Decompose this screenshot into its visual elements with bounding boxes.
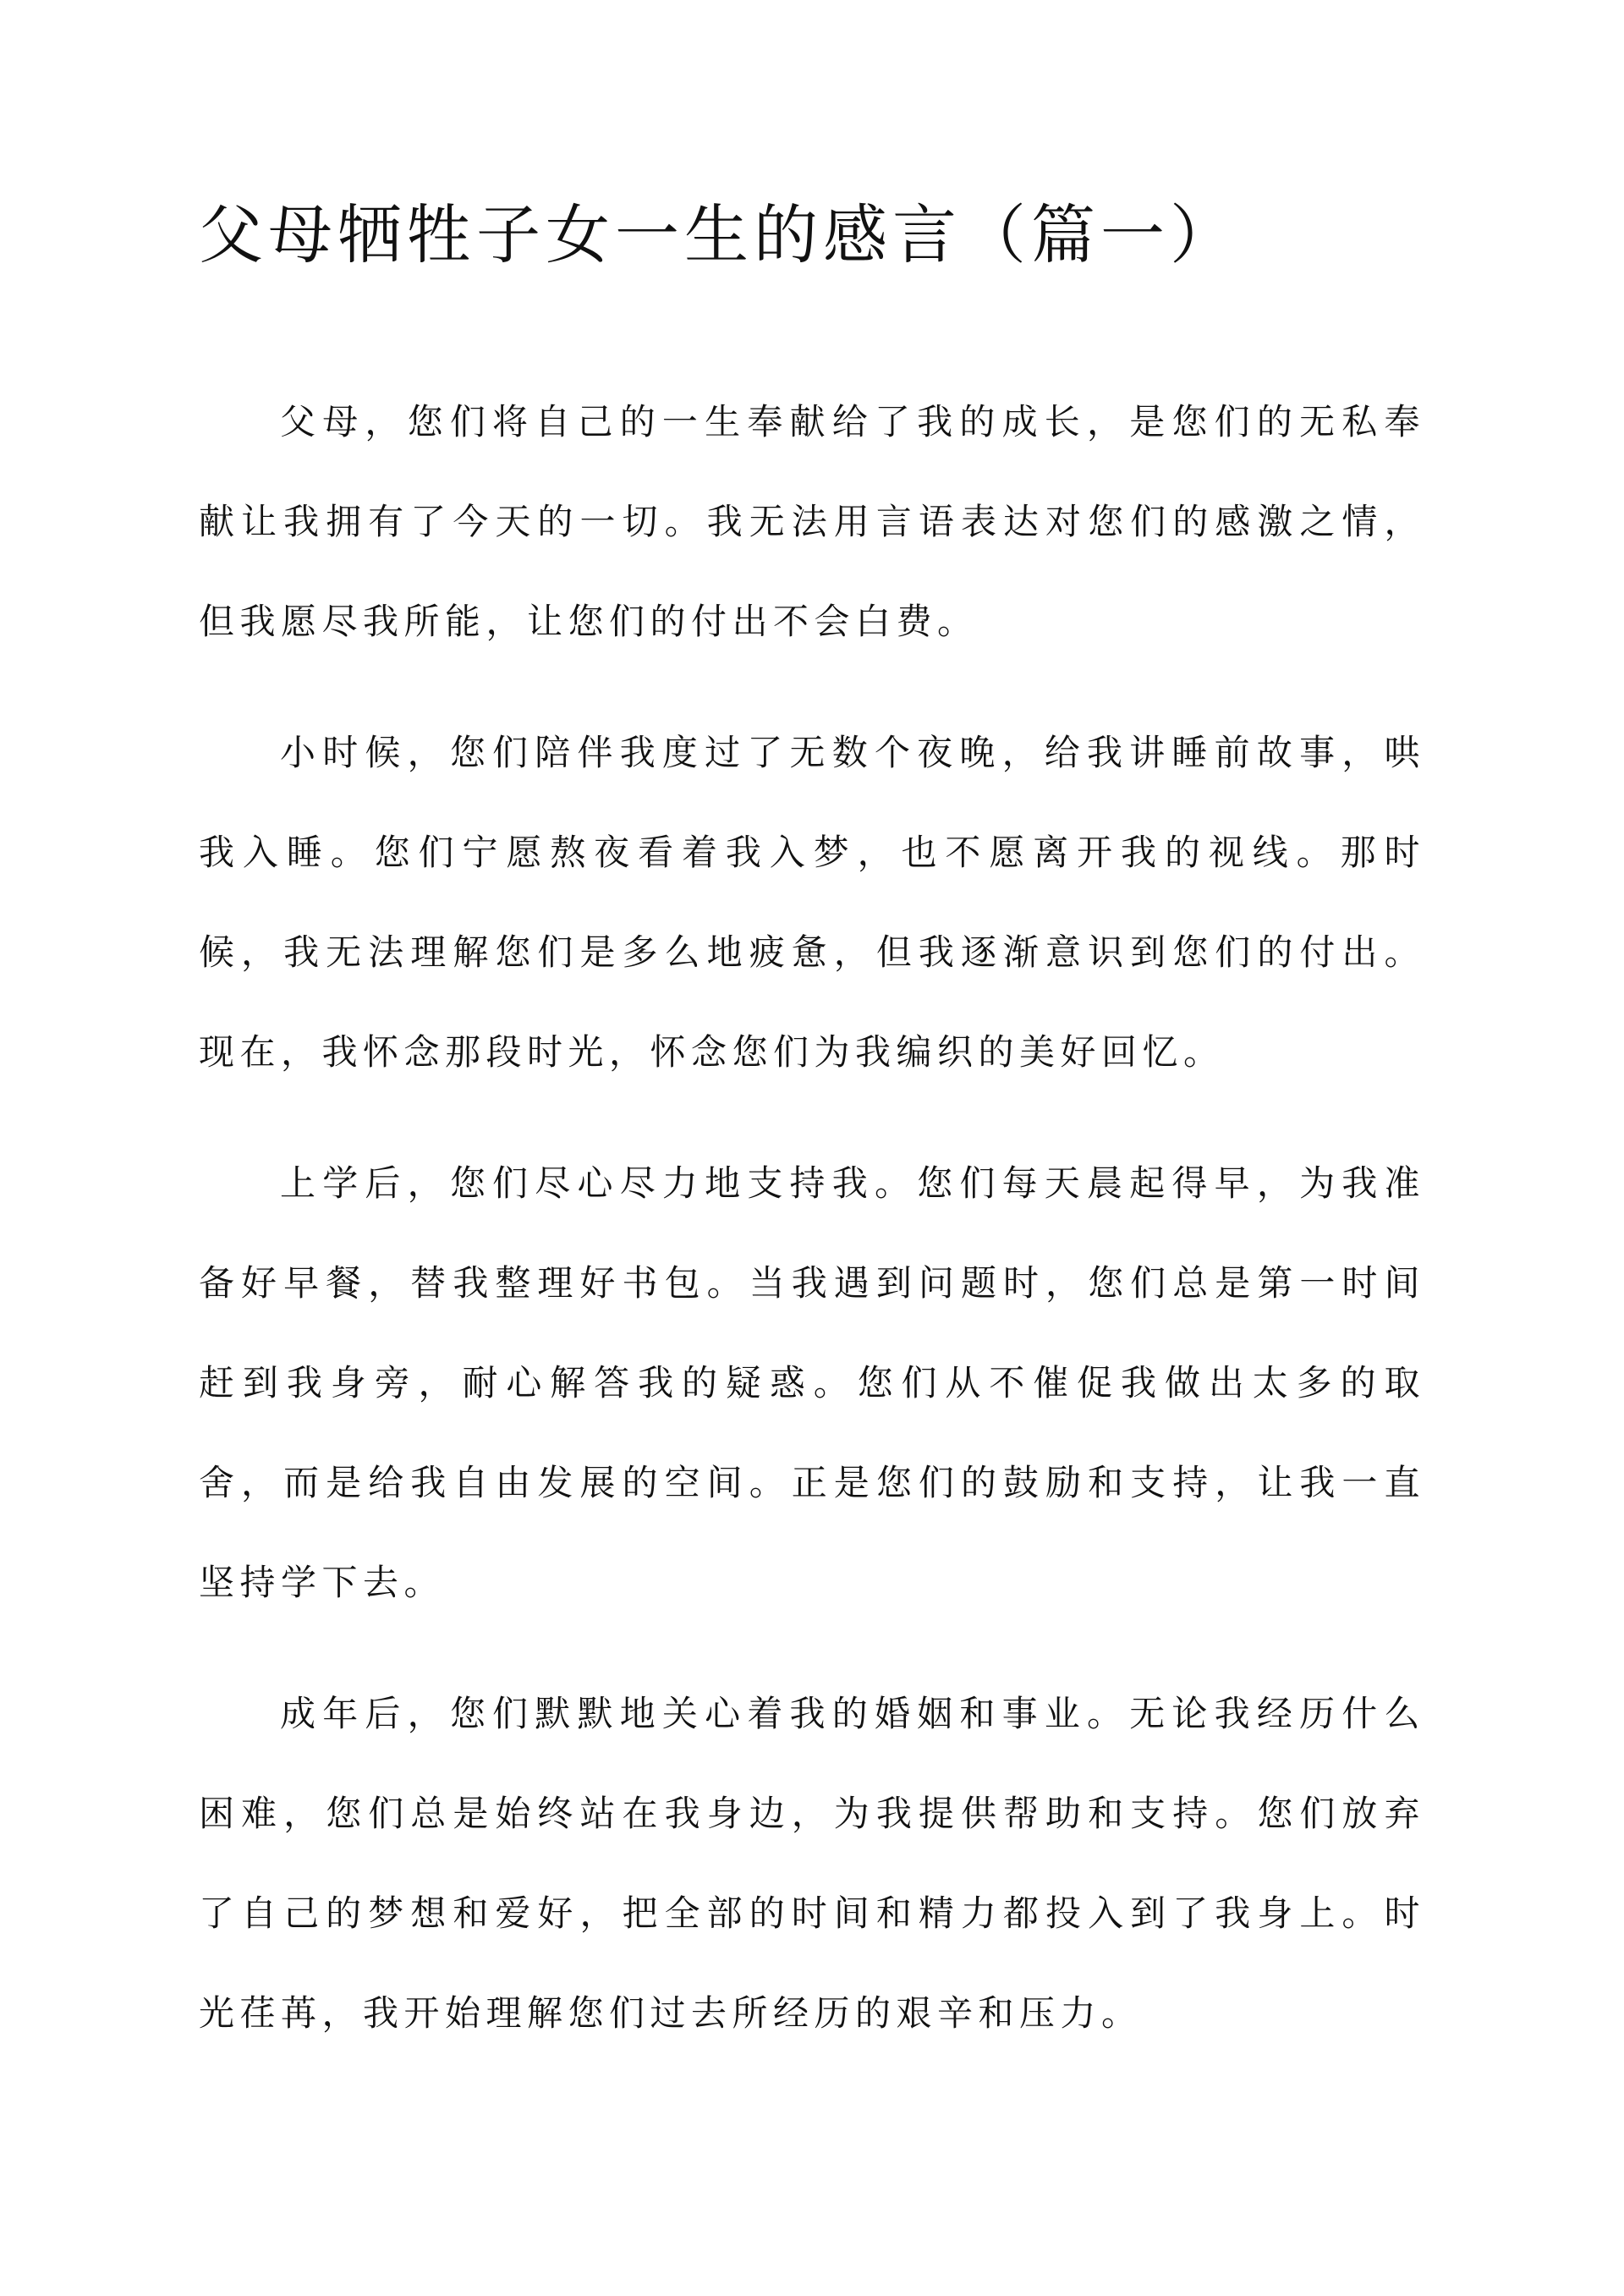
paragraph-3: 上学后，您们尽心尽力地支持我。您们每天晨起得早，为我准备好早餐，替我整理好书包。当我遇到问题时，您们总是第一时间赶到我身旁，耐心解答我的疑惑。您们从不催促我做出太多的取舍，而是给我自由发展的空间。正是您们的鼓励和支持，让我一直坚持学下去。: [199, 1162, 1425, 1603]
paragraph-1: 父母，您们将自己的一生奉献给了我的成长，是您们的无私奉献让我拥有了今天的一切。我无法用言语表达对您们的感激之情，但我愿尽我所能，让您们的付出不会白费。: [199, 401, 1425, 642]
document-body: [199, 372, 1425, 2095]
paragraph-4: 成年后，您们默默地关心着我的婚姻和事业。无论我经历什么困难，您们总是始终站在我身边，为我提供帮助和支持。您们放弃了自己的梦想和爱好，把全部的时间和精力都投入到了我身上。时光荏苒，我开始理解您们过去所经历的艰辛和压力。: [199, 1693, 1425, 2034]
document-title: 父母牺牲子女一生的感言（篇一）: [199, 197, 1239, 272]
paragraph-2: 小时候，您们陪伴我度过了无数个夜晚，给我讲睡前故事，哄我入睡。您们宁愿熬夜看着我入梦，也不愿离开我的视线。那时候，我无法理解您们是多么地疲惫，但我逐渐意识到您们的付出。现在，我怀念那段时光，怀念您们为我编织的美好回忆。: [199, 732, 1425, 1073]
